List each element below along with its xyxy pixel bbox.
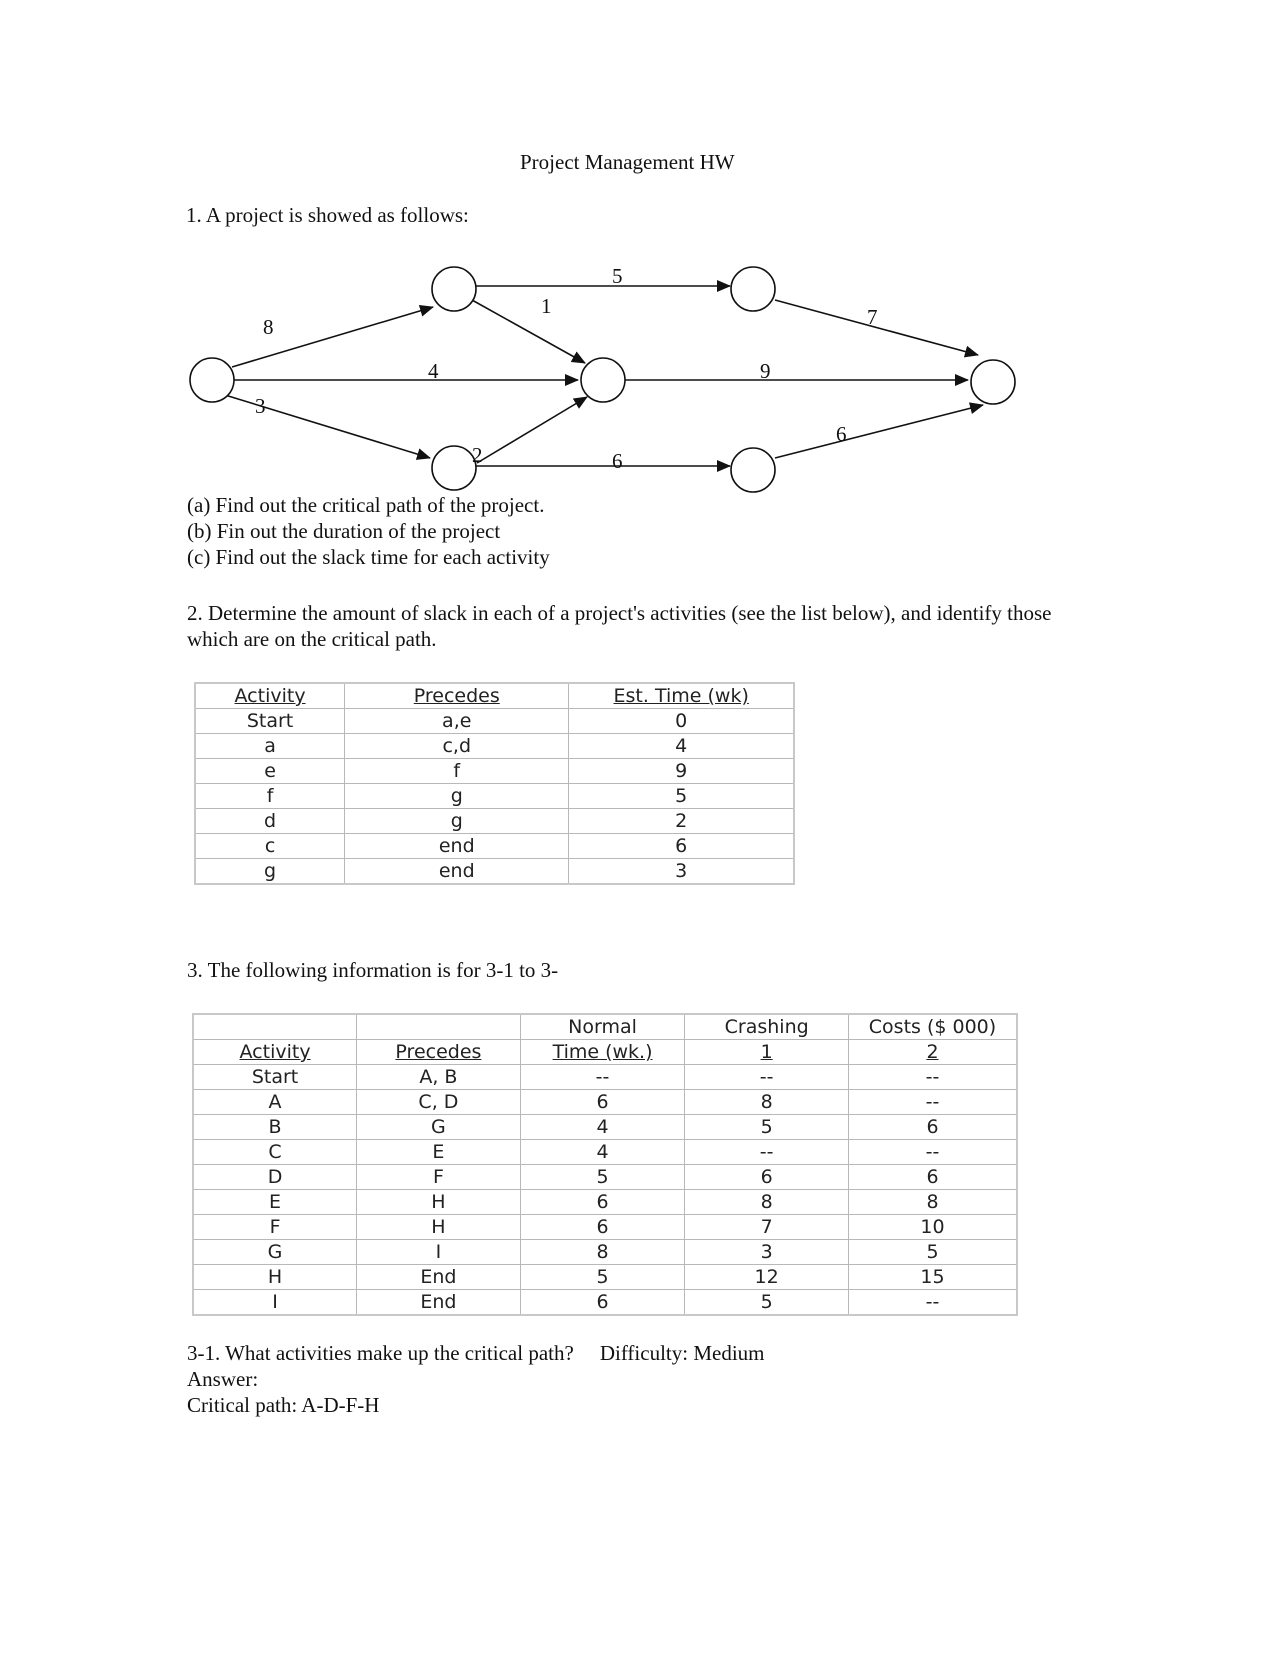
table-row: [193, 1215, 1017, 1240]
edge-label: 7: [867, 305, 878, 329]
table-cell: 6: [848, 1165, 1017, 1190]
header-cell: Activity: [195, 683, 345, 709]
table-row: [195, 859, 794, 885]
network-node-1: [190, 358, 234, 402]
edge-label: 6: [612, 449, 623, 473]
table-cell: Start: [193, 1065, 357, 1090]
table-cell: E: [193, 1190, 357, 1215]
table-cell: End: [357, 1265, 521, 1290]
table-cell: 7: [685, 1215, 849, 1240]
activity-table: [194, 682, 795, 885]
table-cell: C, D: [357, 1090, 521, 1115]
question-3-1: 3-1. What activities make up the critical path?: [187, 1341, 574, 1365]
edge-label: 5: [612, 264, 623, 288]
network-node-7: [971, 360, 1015, 404]
table-cell: H: [193, 1265, 357, 1290]
table-cell: g: [345, 809, 569, 834]
edge-label: 4: [428, 359, 439, 383]
table-cell: 2: [569, 809, 794, 834]
table-cell: G: [193, 1240, 357, 1265]
table-cell: 8: [685, 1090, 849, 1115]
table-cell: 6: [520, 1090, 685, 1115]
question-1-parts: [187, 492, 550, 570]
table-row: [193, 1290, 1017, 1316]
table-cell: a: [195, 734, 345, 759]
table-row: [193, 1115, 1017, 1140]
table-header-row: [193, 1040, 1017, 1065]
table-cell: 5: [520, 1265, 685, 1290]
table-cell: C: [193, 1140, 357, 1165]
table-cell: D: [193, 1165, 357, 1190]
table-cell: 5: [569, 784, 794, 809]
table-cell: 5: [520, 1165, 685, 1190]
network-node-6: [731, 448, 775, 492]
header-cell: Precedes: [357, 1040, 521, 1065]
table-cell: --: [520, 1065, 685, 1090]
table-cell: c: [195, 834, 345, 859]
network-node-3: [581, 358, 625, 402]
table-cell: End: [357, 1290, 521, 1316]
table-row: [195, 809, 794, 834]
table-cell: --: [848, 1065, 1017, 1090]
question-3-1-line: [187, 1340, 765, 1366]
table-cell: F: [357, 1165, 521, 1190]
edge-label: 6: [836, 422, 847, 446]
table-cell: f: [195, 784, 345, 809]
table-row: [193, 1090, 1017, 1115]
activity-table-body: [195, 683, 794, 884]
table-cell: B: [193, 1115, 357, 1140]
header-cell: Costs ($ 000): [848, 1014, 1017, 1040]
header-cell: 1: [685, 1040, 849, 1065]
table-row: [195, 759, 794, 784]
edge-label: 1: [541, 294, 552, 318]
table-row: [193, 1065, 1017, 1090]
table-row: [193, 1140, 1017, 1165]
table-cell: 5: [685, 1115, 849, 1140]
network-node-5: [731, 267, 775, 311]
question-1-part-b: (b) Fin out the duration of the project: [187, 519, 501, 543]
network-node-2: [432, 267, 476, 311]
table-cell: 4: [569, 734, 794, 759]
edge-n2-n3: [472, 300, 585, 363]
header-cell: [193, 1014, 357, 1040]
answer-text: Critical path: A-D-F-H: [187, 1393, 380, 1417]
table-cell: 8: [685, 1190, 849, 1215]
answer-label: Answer:: [187, 1367, 259, 1391]
edge-n6-n7: [775, 405, 983, 458]
edge-label: 2: [472, 443, 483, 467]
table-cell: end: [345, 834, 569, 859]
table-cell: --: [685, 1140, 849, 1165]
table-cell: --: [685, 1065, 849, 1090]
project-network-diagram: [0, 0, 1280, 520]
table-cell: 8: [520, 1240, 685, 1265]
table-cell: d: [195, 809, 345, 834]
table-cell: I: [193, 1290, 357, 1316]
header-cell: [357, 1014, 521, 1040]
table-cell: c,d: [345, 734, 569, 759]
table-row: [193, 1190, 1017, 1215]
table-cell: 6: [848, 1115, 1017, 1140]
table-cell: 6: [569, 834, 794, 859]
table-cell: 0: [569, 709, 794, 734]
table-row: [195, 734, 794, 759]
header-cell: Precedes: [345, 683, 569, 709]
header-cell: Est. Time (wk): [569, 683, 794, 709]
table-header-row: [195, 683, 794, 709]
header-cell: 2: [848, 1040, 1017, 1065]
table-cell: --: [848, 1090, 1017, 1115]
question-2-text: 2. Determine the amount of slack in each of a project's activities (see the list below), and identify those which are on the critical path.: [187, 601, 1052, 651]
table-cell: 15: [848, 1265, 1017, 1290]
header-cell: Normal: [520, 1014, 685, 1040]
table-cell: --: [848, 1290, 1017, 1316]
edge-n4-n3: [477, 397, 587, 463]
table-cell: 6: [685, 1165, 849, 1190]
table-row: [193, 1240, 1017, 1265]
table-cell: H: [357, 1215, 521, 1240]
table-cell: a,e: [345, 709, 569, 734]
header-cell: Time (wk.): [520, 1040, 685, 1065]
table-cell: 4: [520, 1115, 685, 1140]
table-cell: 9: [569, 759, 794, 784]
table-row: [193, 1265, 1017, 1290]
table-cell: Start: [195, 709, 345, 734]
table-cell: g: [195, 859, 345, 885]
crashing-table-body: [193, 1014, 1017, 1315]
table-cell: I: [357, 1240, 521, 1265]
difficulty-label: Difficulty: Medium: [599, 1341, 765, 1365]
edge-label: 9: [760, 359, 771, 383]
header-cell: Activity: [193, 1040, 357, 1065]
table-cell: 10: [848, 1215, 1017, 1240]
table-header-row-top: [193, 1014, 1017, 1040]
table-cell: A: [193, 1090, 357, 1115]
table-cell: f: [345, 759, 569, 784]
table-cell: H: [357, 1190, 521, 1215]
table-cell: 3: [569, 859, 794, 885]
table-cell: E: [357, 1140, 521, 1165]
crashing-table: [192, 1013, 1018, 1316]
table-cell: 5: [685, 1290, 849, 1316]
question-3-intro: 3. The following information is for 3-1 to 3-: [187, 958, 559, 982]
table-cell: 5: [848, 1240, 1017, 1265]
table-row: [195, 709, 794, 734]
answer-block: [187, 1340, 765, 1418]
table-cell: 8: [848, 1190, 1017, 1215]
table-row: [193, 1165, 1017, 1190]
table-cell: 4: [520, 1140, 685, 1165]
table-cell: 6: [520, 1290, 685, 1316]
table-cell: F: [193, 1215, 357, 1240]
edge-label: 8: [263, 315, 274, 339]
page-title: Project Management HW: [520, 150, 735, 174]
network-node-4: [432, 446, 476, 490]
header-cell: Crashing: [685, 1014, 849, 1040]
question-1-intro: 1. A project is showed as follows:: [186, 203, 469, 227]
edge-label: 3: [255, 394, 266, 418]
question-1-part-a: (a) Find out the critical path of the project.: [187, 493, 545, 517]
question-1-part-c: (c) Find out the slack time for each activity: [187, 545, 550, 569]
table-cell: end: [345, 859, 569, 885]
table-cell: 3: [685, 1240, 849, 1265]
table-row: [195, 784, 794, 809]
table-row: [195, 834, 794, 859]
table-cell: g: [345, 784, 569, 809]
table-cell: A, B: [357, 1065, 521, 1090]
table-cell: e: [195, 759, 345, 784]
table-cell: G: [357, 1115, 521, 1140]
table-cell: 6: [520, 1215, 685, 1240]
table-cell: 12: [685, 1265, 849, 1290]
table-cell: --: [848, 1140, 1017, 1165]
table-cell: 6: [520, 1190, 685, 1215]
